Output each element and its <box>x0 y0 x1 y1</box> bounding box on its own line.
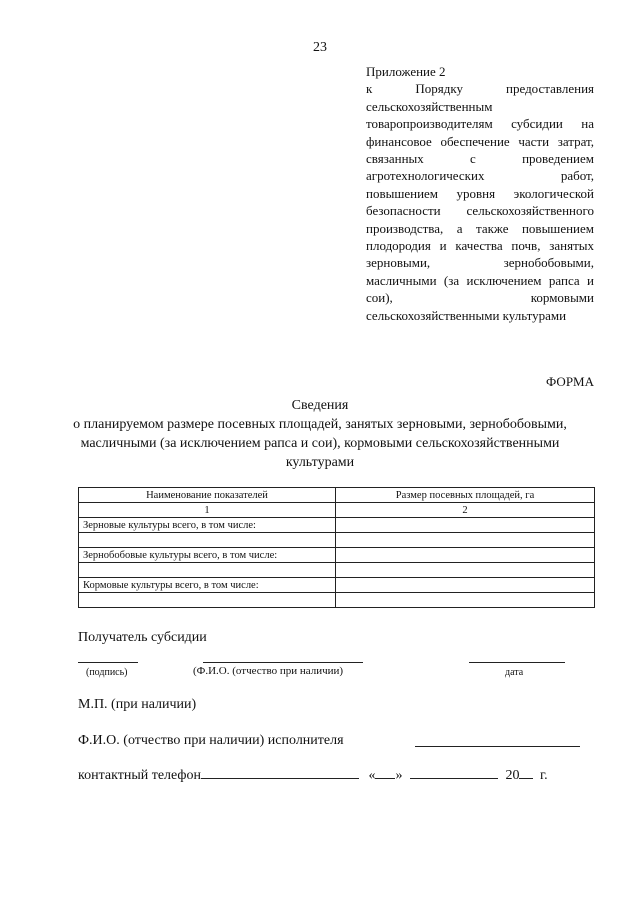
quote-open: « <box>368 768 376 783</box>
phone-line[interactable] <box>201 778 359 779</box>
table-row <box>79 578 595 593</box>
column-header-area: Размер посевных площадей, га <box>336 488 595 503</box>
row-label: Зерновые культуры всего, в том числе: <box>79 518 336 533</box>
executor-line[interactable] <box>415 746 580 747</box>
row-label: Зернобобовые культуры всего, в том числе: <box>79 548 336 563</box>
month-line[interactable] <box>410 778 498 779</box>
phone-row <box>78 768 548 784</box>
day-line[interactable] <box>375 778 395 779</box>
date-caption: дата <box>505 667 524 678</box>
signature-line[interactable] <box>78 662 138 663</box>
executor-label: Ф.И.О. (отчество при наличии) исполнителя <box>78 733 344 748</box>
year-line[interactable] <box>519 778 533 779</box>
table-row <box>79 548 595 563</box>
date-line[interactable] <box>469 662 565 663</box>
row-label <box>79 533 336 548</box>
appendix-block <box>366 63 594 324</box>
appendix-title: Приложение 2 <box>366 64 446 79</box>
fio-caption: (Ф.И.О. (отчество при наличии) <box>193 665 344 677</box>
table-row <box>79 533 595 548</box>
row-value-cell[interactable] <box>336 548 595 563</box>
table-row <box>79 518 595 533</box>
year-prefix: 20 <box>505 768 520 783</box>
document-heading <box>60 396 580 472</box>
row-value-cell[interactable] <box>336 578 595 593</box>
column-number: 2 <box>336 503 595 518</box>
row-label: Кормовые культуры всего, в том числе: <box>79 578 336 593</box>
row-value-cell[interactable] <box>336 593 595 608</box>
row-value-cell[interactable] <box>336 533 595 548</box>
column-number: 1 <box>79 503 336 518</box>
table-row <box>79 593 595 608</box>
stamp-label: М.П. (при наличии) <box>78 697 197 712</box>
fio-line[interactable] <box>203 662 363 663</box>
row-label <box>79 563 336 578</box>
crops-table <box>78 487 595 608</box>
appendix-body: к Порядку предоставления сельскохозяйственным товаропроизводителям субсидии на финансовое обеспечение части затрат, связанных с проведением агротехнологических работ, повышением уровня экологической безопасности сельскохозяйственного производства, а также повышением плодородия и качества почв, занятых зерновыми, зернобобовыми, масличными (за исключением рапса и сои), кормовыми сельскохозяйственными культурами <box>366 81 594 323</box>
table-header-row <box>79 488 595 503</box>
page-number: 23 <box>313 40 327 55</box>
table-number-row <box>79 503 595 518</box>
table-row <box>79 563 595 578</box>
heading-title: Сведения <box>291 398 349 413</box>
phone-label: контактный телефон <box>78 768 201 783</box>
quote-close: » <box>395 768 403 783</box>
recipient-label: Получатель субсидии <box>78 630 207 645</box>
signature-caption: (подпись) <box>86 667 128 678</box>
row-value-cell[interactable] <box>336 563 595 578</box>
row-value-cell[interactable] <box>336 518 595 533</box>
row-label <box>79 593 336 608</box>
year-suffix: г. <box>539 768 548 783</box>
form-label: ФОРМА <box>546 374 594 389</box>
heading-subtitle: о планируемом размере посевных площадей, занятых зерновыми, зернобобовыми, масличными (за исключением рапса и сои), кормовыми сельскохозяйственными культурами <box>73 417 567 470</box>
column-header-indicators: Наименование показателей <box>79 488 336 503</box>
